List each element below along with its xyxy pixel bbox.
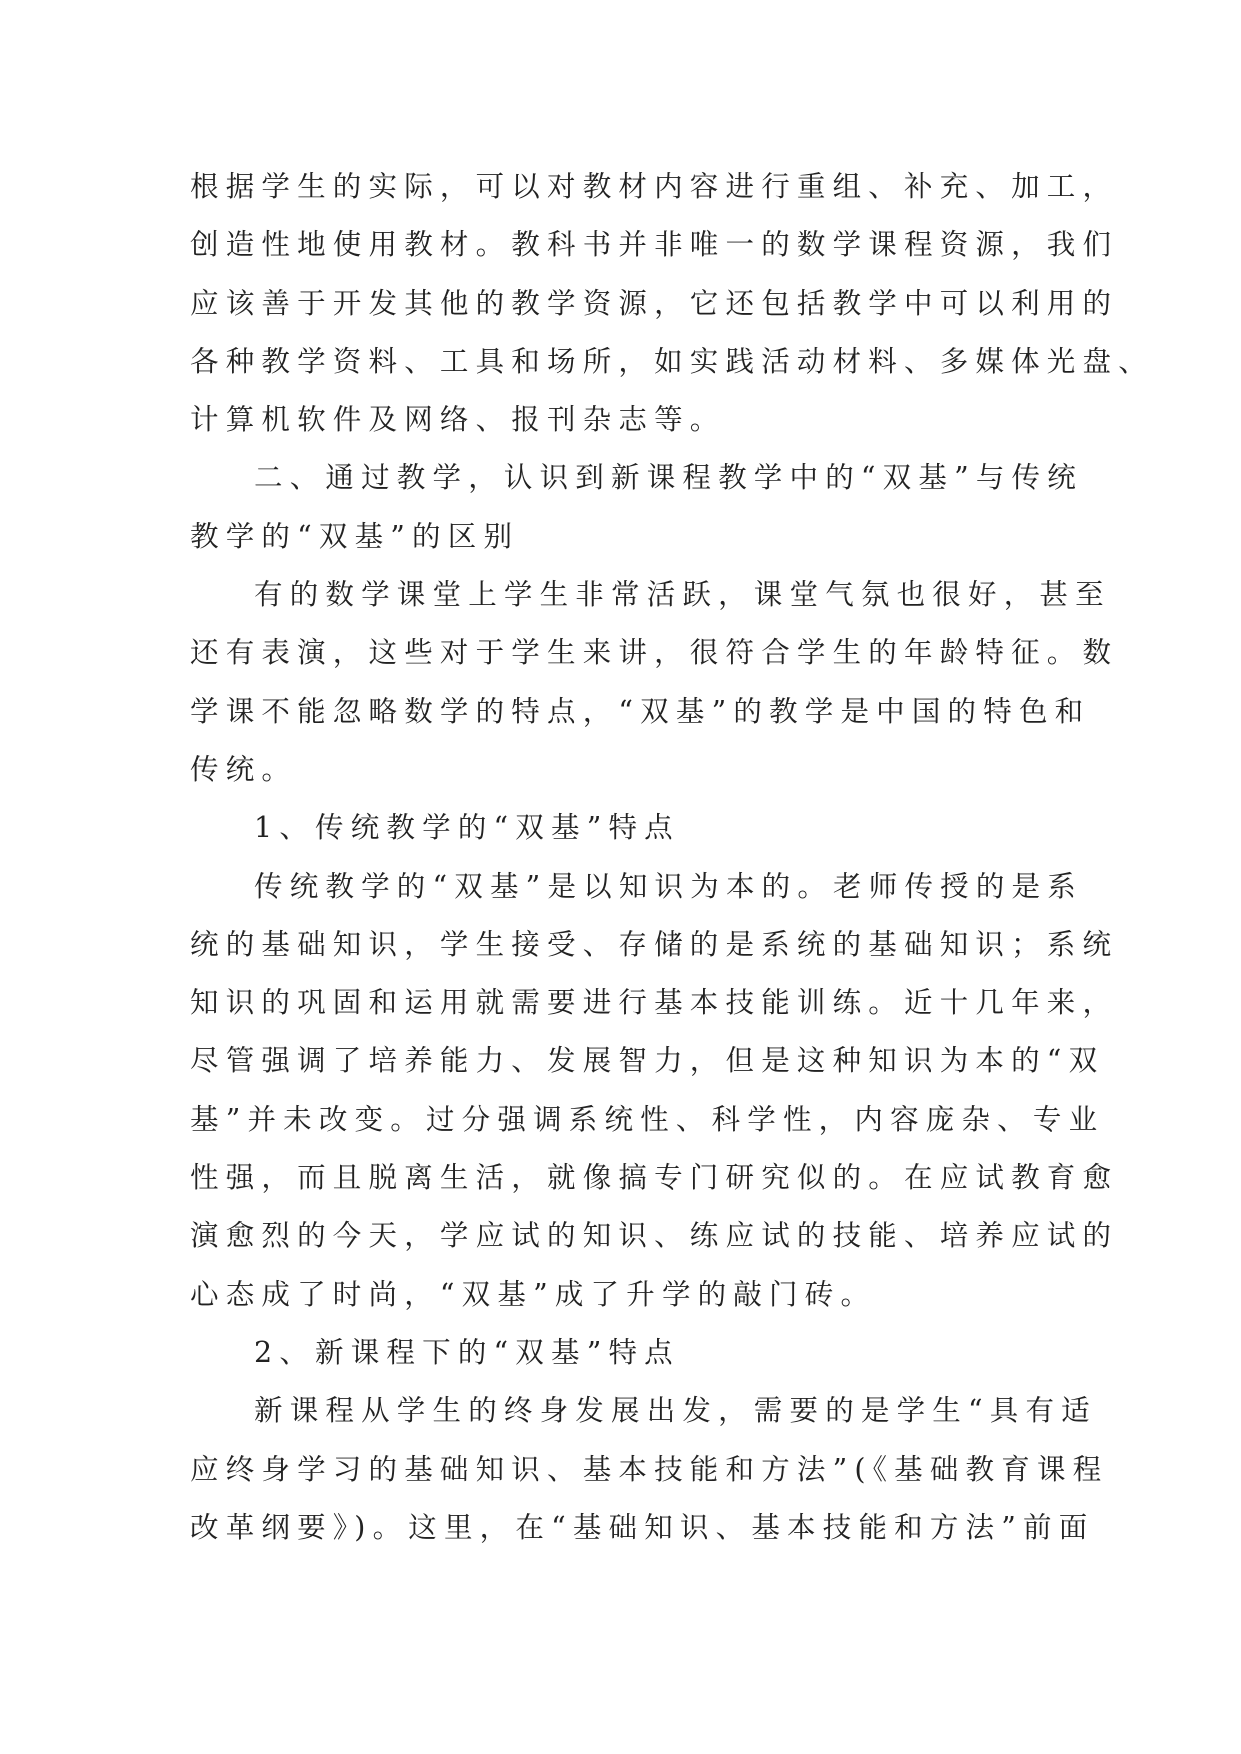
text-line: 心态成了时尚，“双基”成了升学的敲门砖。 — [190, 1277, 877, 1311]
text-line: 二、通过教学，认识到新课程教学中的“双基”与传统 — [254, 461, 1083, 495]
text-line: 传统教学的“双基”是以知识为本的。老师传授的是系 — [254, 869, 1083, 903]
text-line: 改革纲要》)。这里，在“基础知识、基本技能和方法”前面 — [190, 1510, 1095, 1544]
text-line: 1、传统教学的“双基”特点 — [254, 811, 680, 845]
text-line: 应该善于开发其他的教学资源，它还包括教学中可以利用的 — [190, 286, 1119, 320]
text-line: 知识的巩固和运用就需要进行基本技能训练。近十几年来， — [190, 986, 1119, 1020]
text-line: 性强，而且脱离生活，就像搞专门研究似的。在应试教育愈 — [190, 1161, 1119, 1195]
text-line: 应终身学习的基础知识、基本技能和方法”(《基础教育课程 — [190, 1452, 1109, 1486]
text-line: 统的基础知识，学生接受、存储的是系统的基础知识；系统 — [190, 927, 1119, 961]
text-line: 学课不能忽略数学的特点，“双基”的教学是中国的特色和 — [190, 694, 1091, 728]
text-line: 尽管强调了培养能力、发展智力，但是这种知识为本的“双 — [190, 1044, 1105, 1078]
text-line: 传统。 — [190, 752, 298, 786]
text-line: 创造性地使用教材。教科书并非唯一的数学课程资源，我们 — [190, 228, 1119, 262]
text-line: 根据学生的实际，可以对教材内容进行重组、补充、加工， — [190, 170, 1119, 203]
text-line: 教学的“双基”的区别 — [190, 519, 520, 553]
text-line: 2、新课程下的“双基”特点 — [254, 1335, 680, 1369]
text-line: 基”并未改变。过分强调系统性、科学性，内容庞杂、专业 — [190, 1102, 1105, 1136]
text-line: 计算机软件及网络、报刊杂志等。 — [190, 403, 726, 437]
text-line: 还有表演，这些对于学生来讲，很符合学生的年龄特征。数 — [190, 636, 1119, 670]
text-line: 演愈烈的今天，学应试的知识、练应试的技能、培养应试的 — [190, 1219, 1119, 1253]
text-line: 新课程从学生的终身发展出发，需要的是学生“具有适 — [254, 1394, 1097, 1428]
text-line: 有的数学课堂上学生非常活跃，课堂气氛也很好，甚至 — [254, 578, 1111, 612]
text-line: 各种教学资料、工具和场所，如实践活动材料、多媒体光盘、 — [190, 344, 1154, 378]
body-text — [190, 158, 1154, 1557]
